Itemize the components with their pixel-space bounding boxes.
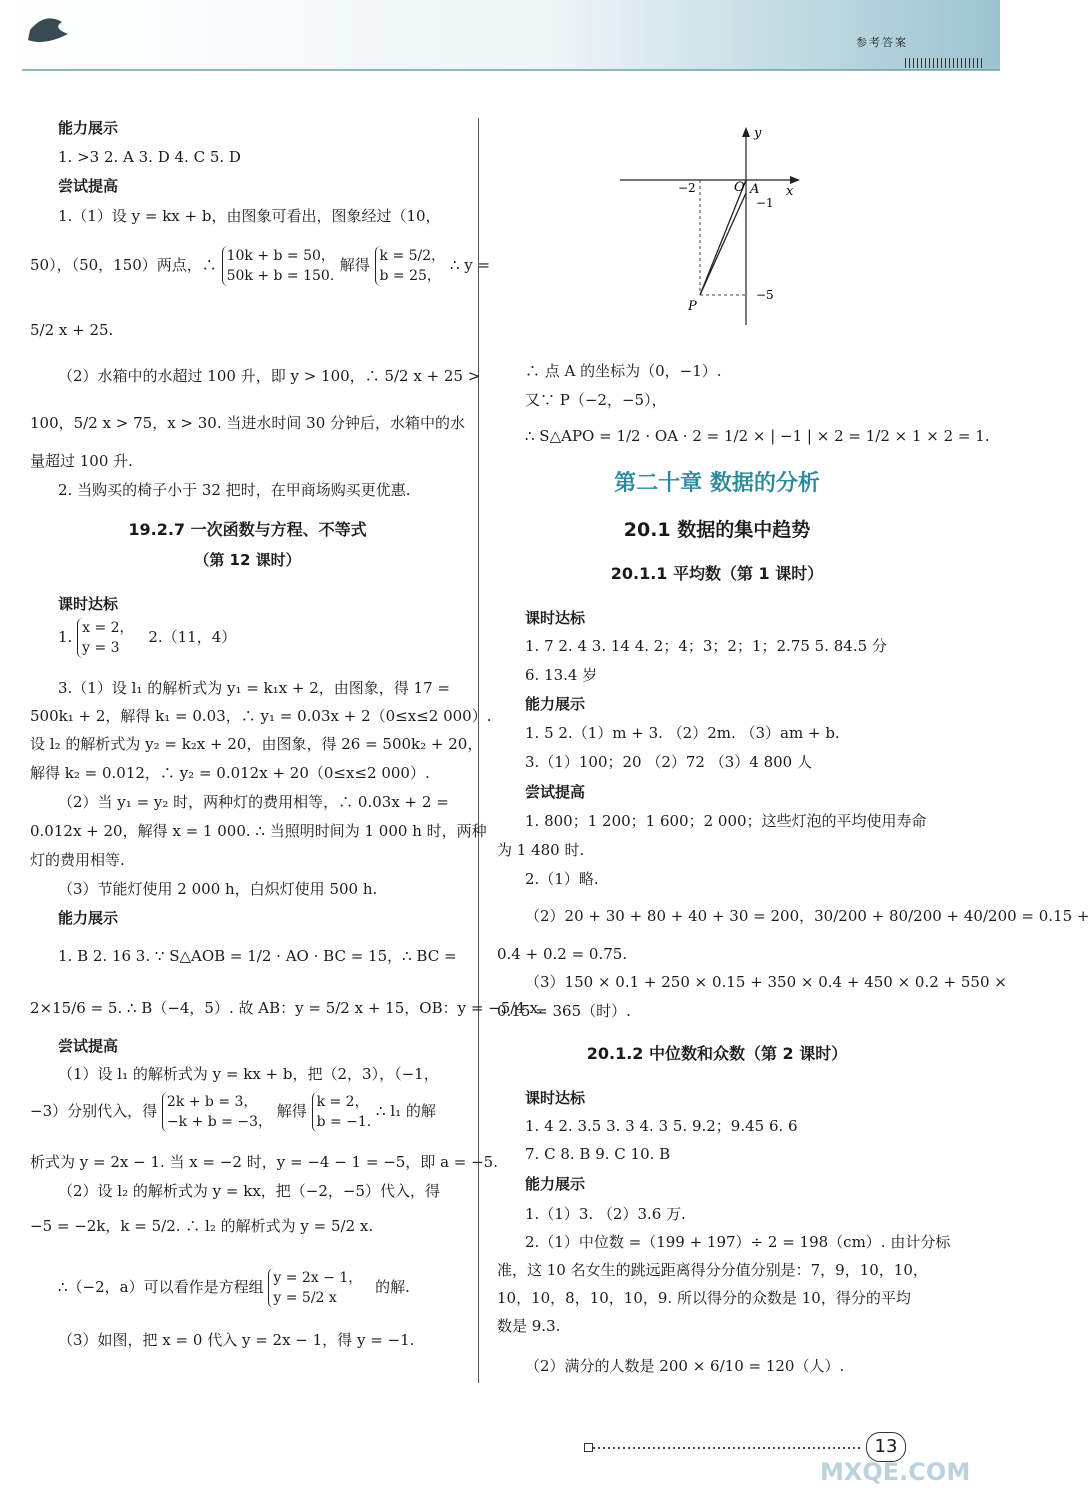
- answer-line: 0.4 + 0.2 = 0.75.: [497, 945, 628, 963]
- equation: y = 3: [82, 640, 120, 656]
- answer-line: （2）20 + 30 + 80 + 40 + 30 = 200，30/200 + 80/200 + 40/200 = 0.15 +: [525, 907, 1090, 925]
- header-tick-bar: [905, 58, 985, 68]
- answer-line: 2.（1）中位数 =（199 + 197）÷ 2 = 198（cm）. 由计分标: [525, 1233, 951, 1251]
- equation-system: [375, 246, 446, 286]
- point-p-label: P: [688, 299, 697, 314]
- answer-line: 1. B 2. 16 3. ∵ S△AOB = 1/2 · AO · BC = 15，∴ BC =: [58, 947, 457, 965]
- equation: y = 5/2 x: [273, 1290, 337, 1306]
- text-run: 的解.: [375, 1278, 410, 1296]
- answer-line: 解得 k₂ = 0.012，∴ y₂ = 0.012x + 20（0≤x≤2 000）.: [30, 764, 430, 782]
- answer-line: 1. >3 2. A 3. D 4. C 5. D: [58, 148, 241, 166]
- coordinate-graph: [610, 125, 810, 335]
- answer-line: 3.（1）100；20 （2）72 （3）4 800 人: [525, 753, 812, 771]
- section-title: 参考答案: [856, 36, 908, 49]
- equation: b = −1.: [316, 1114, 372, 1130]
- subsection-heading: 20.1.1 平均数（第 1 课时）: [610, 564, 824, 583]
- answer-line: 又∵ P（−2，−5），: [525, 391, 667, 409]
- text-run: 2.（11，4）: [148, 628, 237, 646]
- answer-line: 0.012x + 20，解得 x = 1 000. ∴ 当照明时间为 1 000 h 时，两种: [30, 822, 487, 840]
- equation: y = 2x − 1，: [273, 1270, 363, 1286]
- equation-system: [222, 246, 335, 286]
- answer-line: 设 l₂ 的解析式为 y₂ = k₂x + 20，由图象，得 26 = 500k₂ + 20，: [30, 735, 483, 753]
- header-decoration: [0, 0, 1000, 76]
- answer-line: （2）满分的人数是 200 × 6/10 = 120（人）.: [525, 1357, 845, 1375]
- segment-PO: [700, 180, 746, 295]
- equation: 2k + b = 3，: [166, 1094, 258, 1110]
- equation: k = 5/2，: [379, 248, 446, 264]
- equation-system: [312, 1092, 372, 1132]
- text-run: ∴（−2，a）可以看作是方程组: [58, 1278, 264, 1296]
- watermark-logo: MXQE.COM: [820, 1458, 971, 1486]
- answer-line: 1. 800；1 200；1 600；2 000；这些灯泡的平均使用寿命: [525, 812, 927, 830]
- answer-line-with-system: [30, 1092, 436, 1132]
- equation: b = 25，: [379, 268, 441, 284]
- text-run: 解得: [339, 256, 370, 274]
- answer-line: 为 1 480 时.: [497, 841, 585, 859]
- heading-ability: 能力展示: [525, 1175, 586, 1193]
- answer-line: （2）水箱中的水超过 100 升，即 y > 100，∴ 5/2 x + 25 >: [58, 367, 481, 385]
- equation-system: [162, 1092, 272, 1132]
- equation: x = 2，: [82, 620, 134, 636]
- heading-standard: 课时达标: [58, 595, 119, 613]
- origin-label: O: [734, 180, 745, 195]
- answer-line: 2.（1）略.: [525, 870, 599, 888]
- tick-label: −5: [756, 288, 774, 302]
- section-heading: 20.1 数据的集中趋势: [623, 519, 811, 541]
- answer-line: 5/2 x + 25.: [30, 321, 114, 339]
- answer-line: 500k₁ + 2，解得 k₁ = 0.03，∴ y₁ = 0.03x + 2（0≤x≤2 000）.: [30, 707, 492, 725]
- answer-line-with-system: [58, 618, 236, 658]
- section-subheading: （第 12 课时）: [194, 551, 301, 569]
- heading-ability: 能力展示: [58, 119, 119, 137]
- answer-line: 1. 5 2.（1）m + 3. （2）2m. （3）am + b.: [525, 724, 840, 742]
- heading-ability: 能力展示: [525, 695, 586, 713]
- heading-standard: 课时达标: [525, 1089, 586, 1107]
- heading-standard: 课时达标: [525, 609, 586, 627]
- answer-line: （3）150 × 0.1 + 250 × 0.15 + 350 × 0.4 + 450 × 0.2 + 550 ×: [525, 973, 1007, 991]
- answer-line: 10，10，8，10，10，9. 所以得分的众数是 10，得分的平均: [497, 1289, 911, 1307]
- answer-line: （3）节能灯使用 2 000 h，白炽灯使用 500 h.: [58, 880, 378, 898]
- answer-line: （1）设 l₁ 的解析式为 y = kx + b，把（2，3），（−1，: [58, 1065, 439, 1083]
- page-header: [0, 0, 1000, 76]
- section-heading: 19.2.7 一次函数与方程、不等式: [128, 520, 367, 539]
- equation: 10k + b = 50，: [226, 248, 335, 264]
- answer-line: −5 = −2k，k = 5/2. ∴ l₂ 的解析式为 y = 5/2 x.: [30, 1217, 374, 1235]
- x-axis-arrow-icon: [790, 176, 800, 184]
- answer-line: 0.15 = 365（时）.: [497, 1002, 631, 1020]
- answer-line: 准，这 10 名女生的跳远距离得分分值分别是：7，9，10，10，: [497, 1261, 928, 1279]
- y-axis-label: y: [754, 126, 762, 141]
- heading-try: 尝试提高: [58, 177, 119, 195]
- equation: 50k + b = 150.: [226, 268, 335, 284]
- answer-line: （2）设 l₂ 的解析式为 y = kx，把（−2，−5）代入，得: [58, 1182, 441, 1200]
- footer-dotted-line: [593, 1447, 863, 1449]
- equation-system: [77, 618, 133, 658]
- heading-try: 尝试提高: [525, 783, 586, 801]
- text-run: 50），（50，150）两点，∴: [30, 256, 217, 274]
- heading-try: 尝试提高: [58, 1037, 119, 1055]
- text-run: ∴ y =: [449, 256, 491, 274]
- heading-ability: 能力展示: [58, 909, 119, 927]
- tick-label: −1: [756, 196, 774, 210]
- footer-square-icon: [584, 1443, 593, 1452]
- text-run: 1.: [58, 628, 73, 646]
- answer-line: 1.（1）设 y = kx + b，由图象可看出，图象经过（10，: [58, 207, 441, 225]
- answer-line: 析式为 y = 2x − 1. 当 x = −2 时，y = −4 − 1 = −5，即 a = −5.: [30, 1153, 498, 1171]
- y-axis-arrow-icon: [742, 127, 750, 137]
- equation-system: [268, 1268, 362, 1308]
- answer-line: 2×15/6 = 5. ∴ B（−4，5）. 故 AB：y = 5/2 x + 15，OB：y = −5/4 x.: [30, 999, 543, 1017]
- subsection-heading: 20.1.2 中位数和众数（第 2 课时）: [586, 1044, 848, 1063]
- answer-line: （3）如图，把 x = 0 代入 y = 2x − 1，得 y = −1.: [58, 1331, 415, 1349]
- segment-PA: [700, 193, 746, 295]
- chapter-title: 第二十章 数据的分析: [614, 471, 820, 496]
- answer-line: 7. C 8. B 9. C 10. B: [525, 1145, 671, 1163]
- answer-line: 量超过 100 升.: [30, 452, 133, 470]
- answer-line: 灯的费用相等.: [30, 851, 125, 869]
- text-run: −3）分别代入，得: [30, 1102, 158, 1120]
- text-run: ∴ l₁ 的解: [376, 1102, 436, 1120]
- answer-line: 6. 13.4 岁: [525, 666, 598, 684]
- answer-line: 100，5/2 x > 75，x > 30. 当进水时间 30 分钟后，水箱中的水: [30, 414, 466, 432]
- answer-line: ∴ 点 A 的坐标为（0，−1）.: [525, 362, 722, 380]
- point-a-label: A: [750, 182, 760, 197]
- answer-line: 3.（1）设 l₁ 的解析式为 y₁ = k₁x + 2，由图象，得 17 =: [58, 679, 450, 697]
- answer-line-with-system: [30, 246, 490, 286]
- answer-line: 1. 7 2. 4 3. 14 4. 2；4；3；2；1；2.75 5. 84.5 分: [525, 637, 887, 655]
- answer-line: 1. 4 2. 3.5 3. 3 4. 3 5. 9.2；9.45 6. 6: [525, 1117, 798, 1135]
- page-number: 13: [866, 1432, 906, 1462]
- equation: −k + b = −3，: [166, 1114, 272, 1130]
- tick-label: −2: [678, 181, 696, 195]
- answer-line: 2. 当购买的椅子小于 32 把时，在甲商场购买更优惠.: [58, 481, 411, 499]
- text-run: 解得: [276, 1102, 307, 1120]
- answer-line-with-system: [58, 1268, 410, 1308]
- answer-line: （2）当 y₁ = y₂ 时，两种灯的费用相等，∴ 0.03x + 2 =: [58, 793, 449, 811]
- answer-line: ∴ S△APO = 1/2 · OA · 2 = 1/2 × | −1 | × 2 = 1/2 × 1 × 2 = 1.: [525, 427, 990, 445]
- answer-line: 数是 9.3.: [497, 1317, 561, 1335]
- equation: k = 2，: [316, 1094, 369, 1110]
- x-axis-label: x: [786, 184, 794, 199]
- answer-line: 1.（1）3. （2）3.6 万.: [525, 1205, 686, 1223]
